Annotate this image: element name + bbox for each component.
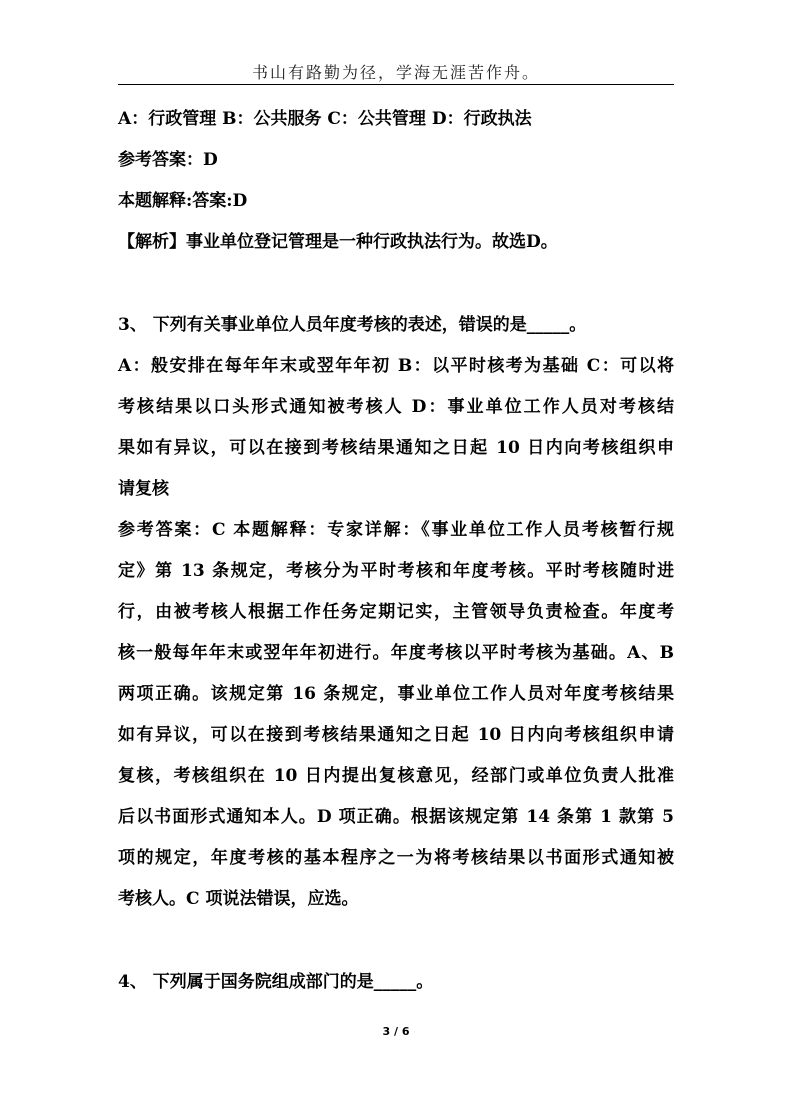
- q3-answer-line: 项的规定，年度考核的基本程序之一为将考核结果以书面形式通知被: [118, 848, 674, 868]
- q3-option-line: A：般安排在每年年末或翌年年初 B：以平时核考为基础 C：可以将: [118, 356, 674, 376]
- header-divider: [118, 84, 674, 85]
- q3-answer-line: 核一般每年年末或翌年年初进行。年度考核以平时考核为基础。A、B: [118, 643, 674, 663]
- q3-option-line: 果如有异议，可以在接到考核结果通知之日起 10 日内向考核组织申: [118, 438, 674, 458]
- q2-options: A：行政管理 B：公共服务 C：公共管理 D：行政执法: [118, 109, 532, 129]
- page-header-motto: 书山有路勤为径，学海无涯苦作舟。: [251, 63, 540, 82]
- q3-answer-line: 行，由被考核人根据工作任务定期记实，主管领导负责检查。年度考: [118, 602, 674, 622]
- q3-option-line: 请复核: [118, 479, 169, 499]
- q2-explanation-title: 本题解释:答案:D: [118, 191, 248, 211]
- q3-question: 3、 下列有关事业单位人员年度考核的表述，错误的是_____。: [118, 315, 587, 335]
- q2-answer: 参考答案：D: [118, 150, 218, 170]
- q3-answer-line: 如有异议，可以在接到考核结果通知之日起 10 日内向考核组织申请: [118, 725, 674, 745]
- q3-answer-line: 定》第 13 条规定，考核分为平时考核和年度考核。平时考核随时进: [118, 561, 674, 581]
- q2-explanation: 【解析】事业单位登记管理是一种行政执法行为。故选D。: [118, 232, 558, 252]
- q3-answer-line: 考核人。C 项说法错误，应选。: [118, 889, 359, 909]
- q3-option-line: 考核结果以口头形式通知被考核人 D：事业单位工作人员对考核结: [118, 397, 674, 417]
- q3-answer-line: 复核，考核组织在 10 日内提出复核意见，经部门或单位负责人批准: [118, 766, 674, 786]
- q4-question: 4、 下列属于国务院组成部门的是_____。: [118, 972, 434, 992]
- q3-answer-line: 参考答案：C 本题解释：专家详解：《事业单位工作人员考核暂行规: [118, 520, 674, 540]
- q3-answer-line: 两项正确。该规定第 16 条规定，事业单位工作人员对年度考核结果: [118, 684, 674, 704]
- q3-answer-line: 后以书面形式通知本人。D 项正确。根据该规定第 14 条第 1 款第 5: [118, 807, 674, 827]
- page-number: 3 / 6: [382, 1025, 410, 1038]
